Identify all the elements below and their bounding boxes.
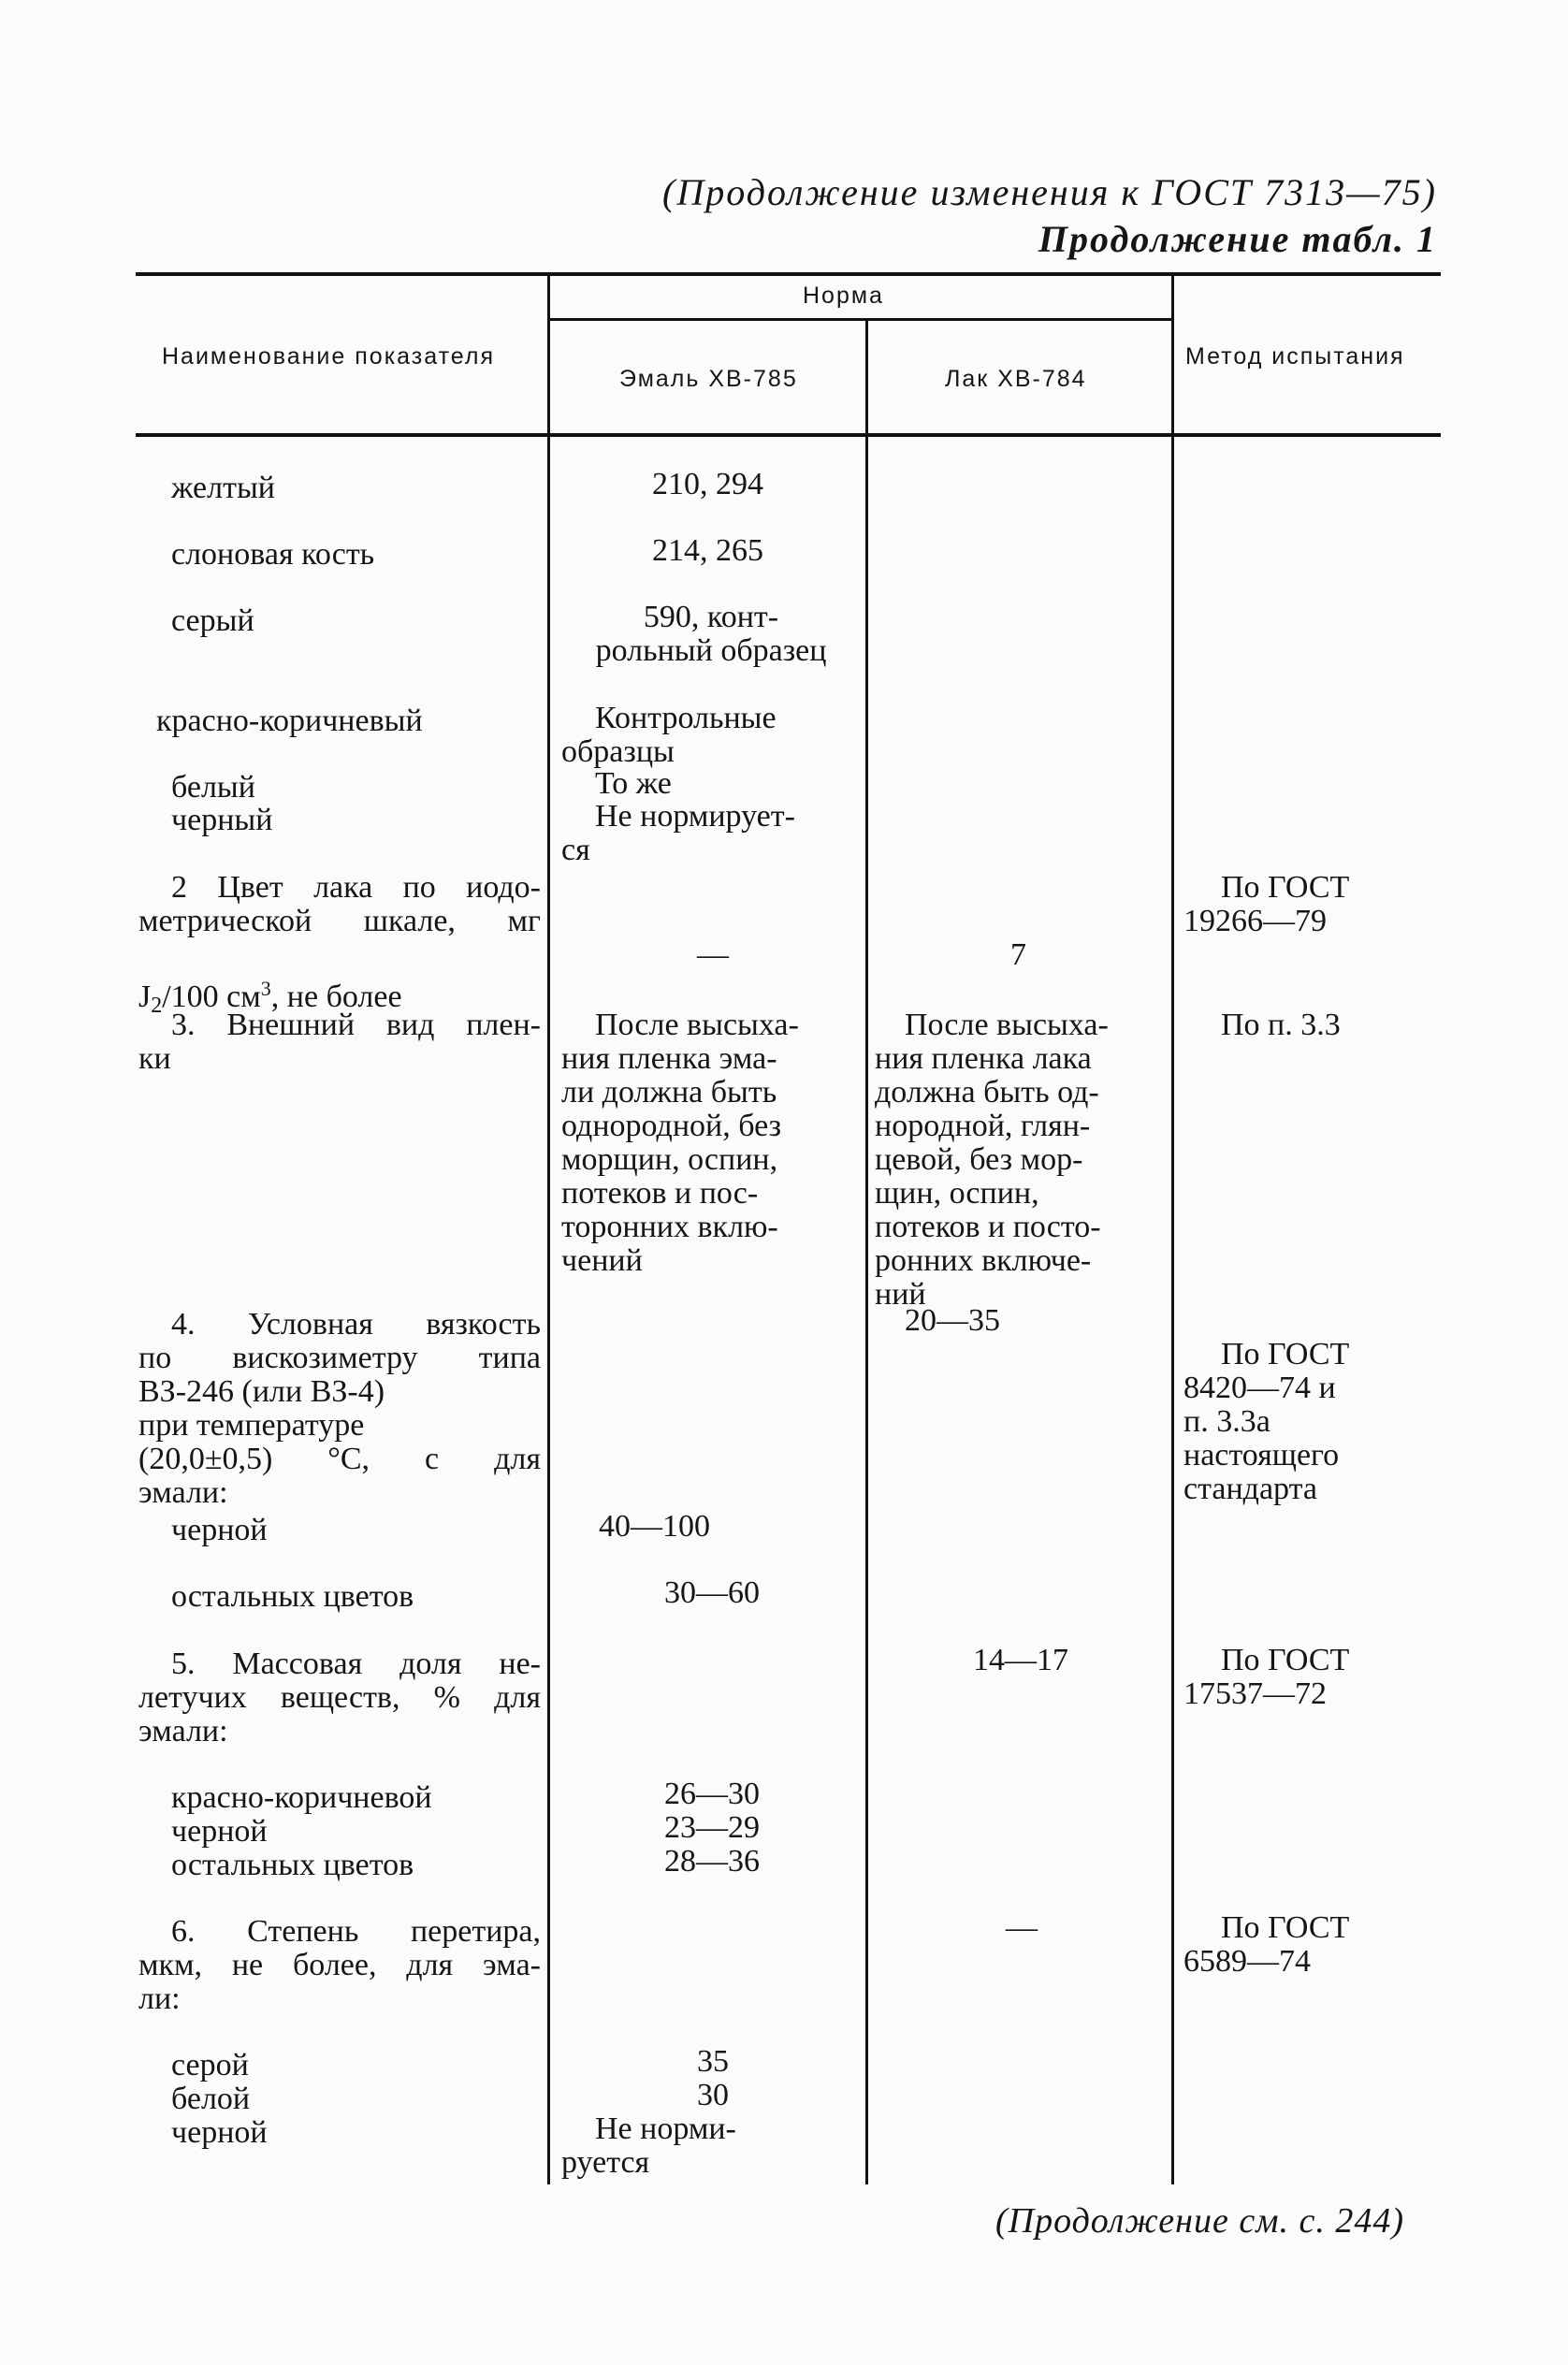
row-name-viscosity: ВЗ-246 (или ВЗ-4) [138,1374,385,1409]
row-enamel-viscosity-black: 40—100 [599,1509,710,1544]
row-name-viscosity: 4. Условная вязкость [171,1307,541,1342]
row-name-grind-white: белой [171,2082,251,2116]
row-name-white: белый [171,770,255,805]
row-lacquer-grind: — [1006,1910,1038,1945]
row-name-grind: ли: [138,1981,181,2016]
continuation-footer: (Продолжение см. с. 244) [995,2201,1404,2241]
row-enamel-black: Не нормирует- ся [561,799,795,867]
row-enamel-grind-black: Не норми- руется [561,2111,736,2180]
table-continuation-label: Продолжение табл. 1 [1038,218,1437,260]
row-method-appearance: По п. 3.3 [1221,1008,1341,1042]
row-name-mass-fraction: эмали: [138,1714,228,1748]
row-name-grind-grey: серой [171,2048,249,2082]
row-name-mass-fraction: 5. Массовая доля не- [171,1647,541,1681]
row-method-mass-fraction: По ГОСТ 17537—72 [1183,1643,1350,1711]
column-header-enamel: Эмаль ХВ-785 [619,366,798,392]
continuation-header: (Продолжение изменения к ГОСТ 7313—75) [662,171,1437,213]
column-header-indicator: Наименование показателя [162,343,495,370]
row-enamel-viscosity-other: 30—60 [664,1575,760,1610]
row-lacquer-mass-fraction: 14—17 [973,1643,1068,1677]
column-divider-1 [547,276,550,2184]
row-name-grind: 6. Степень перетира, [171,1914,541,1949]
row-name-line: 2 Цвет лака по иодо- [171,870,541,905]
row-name-viscosity: эмали: [138,1475,228,1510]
row-name-red-brown: красно-коричневый [156,704,423,738]
column-header-method: Метод испытания [1185,343,1405,370]
header-bottom-rule [136,433,1441,437]
row-name-yellow: желтый [171,471,275,505]
row-name-ivory: слоновая кость [171,537,375,572]
row-enamel-grey: 590, конт- рольный образец [595,600,827,668]
row-name-mass-fraction: летучих веществ, % для [138,1680,541,1715]
row-name-mass-red-brown: красно-коричневой [171,1780,432,1815]
row-lacquer-appearance: После высыха- ния пленка лака должна быть од- нородной, глян- цевой, без мор- щин, оспин, потеков и посто- ронних включе- ний [875,1008,1109,1312]
row-enamel-grind-white: 30 [697,2078,729,2112]
column-header-norm: Норма [803,283,884,309]
column-header-lacquer: Лак ХВ-784 [945,366,1087,392]
row-name-appearance: 3. Внешний вид плен- [171,1008,541,1042]
row-method-grind: По ГОСТ 6589—74 [1183,1910,1350,1979]
row-name-viscosity: по вискозиметру типа [138,1341,541,1375]
row-enamel-white: То же [595,766,672,801]
row-enamel-grind-grey: 35 [697,2044,729,2079]
row-lacquer-lacquer-colour: 7 [1010,937,1026,972]
row-enamel-ivory: 214, 265 [652,533,763,568]
row-name-line: метрической шкале, мг [138,904,541,938]
row-name-viscosity-black: черной [171,1513,268,1547]
row-enamel-mass-red-brown: 26—30 [664,1777,760,1811]
row-name-line: $J_2/100$ $см^3$, не более [138,977,402,1018]
row-name-viscosity: (20,0±0,5) °С, с для [138,1442,541,1476]
row-name-black: черный [171,803,273,837]
column-divider-2 [865,321,868,2184]
table-top-rule [136,272,1441,276]
norm-underline [550,318,1171,321]
row-enamel-lacquer-colour: — [697,937,729,972]
row-name-viscosity-other: остальных цветов [171,1579,414,1614]
column-divider-3 [1171,276,1174,2184]
row-name-mass-black: черной [171,1814,268,1849]
row-name-grey: серый [171,603,254,638]
row-enamel-appearance: После высыха- ния пленка эма- ли должна быть однородной, без морщин, оспин, потеков и пос- торонних вклю- чений [561,1008,799,1278]
row-enamel-red-brown: Контрольные образцы [561,701,777,769]
row-method-lacquer-colour: По ГОСТ 19266—79 [1183,870,1350,938]
row-name-mass-other: остальных цветов [171,1848,414,1882]
row-name-grind-black: черной [171,2115,268,2150]
row-name-viscosity: при температуре [138,1408,365,1443]
row-enamel-mass-black: 23—29 [664,1810,760,1845]
row-enamel-yellow: 210, 294 [652,467,763,501]
row-name-grind: мкм, не более, для эма- [138,1948,541,1982]
row-name-appearance-cont: ки [138,1041,171,1076]
row-enamel-mass-other: 28—36 [664,1844,760,1879]
row-lacquer-viscosity: 20—35 [905,1303,1000,1338]
row-method-viscosity: По ГОСТ 8420—74 и п. 3.3а настоящего стандарта [1183,1337,1350,1506]
